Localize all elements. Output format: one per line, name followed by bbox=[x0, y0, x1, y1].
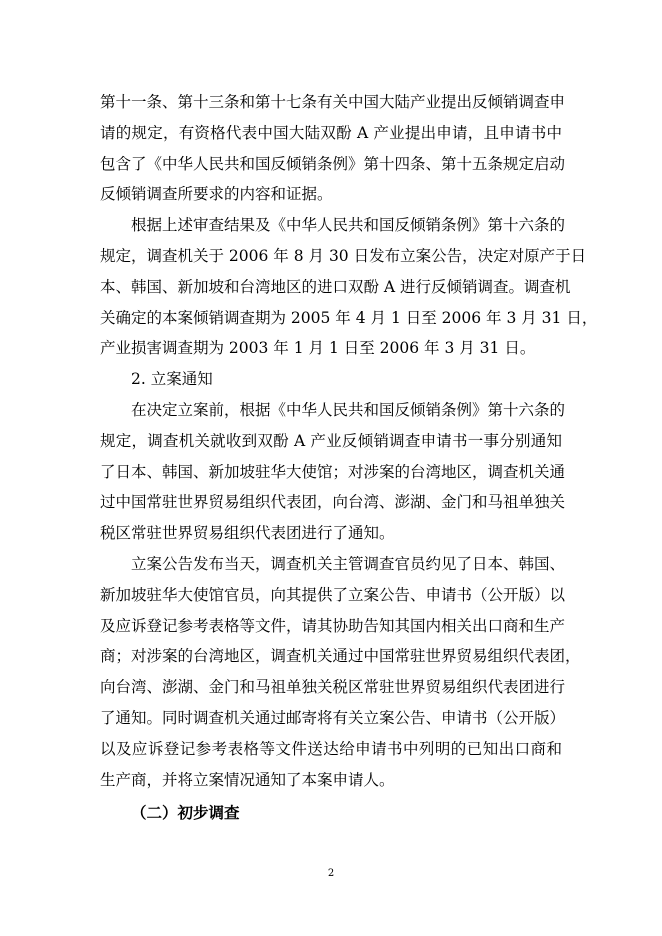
paragraph-line: 以及应诉登记参考表格等文件送达给申请书中列明的已知出口商和 bbox=[100, 739, 562, 758]
paragraph-line: 及应诉登记参考表格等文件，请其协助告知其国内相关出口商和生产 bbox=[100, 616, 566, 635]
paragraph-line: 向台湾、澎湖、金门和马祖单独关税区常驻世界贸易组织代表团进行 bbox=[100, 678, 566, 697]
paragraph-line: 关确定的本案倾销调查期为 2005 年 4 月 1 日至 2006 年 3 月 31 日， bbox=[100, 308, 598, 327]
paragraph-line: 规定，调查机关就收到双酚 A 产业反倾销调查申请书一事分别通知 bbox=[100, 431, 562, 450]
paragraph-line: 了通知。同时调查机关通过邮寄将有关立案公告、申请书（公开版） bbox=[100, 709, 566, 727]
paragraph-line: 税区常驻世界贸易组织代表团进行了通知。 bbox=[100, 524, 395, 543]
paragraph-line: 过中国常驻世界贸易组织代表团，向台湾、澎湖、金门和马祖单独关 bbox=[100, 493, 566, 512]
paragraph-line: 在决定立案前，根据《中华人民共和国反倾销条例》第十六条的 bbox=[131, 401, 566, 419]
paragraph-line: 第十一条、第十三条和第十七条有关中国大陆产业提出反倾销调查申 bbox=[100, 93, 566, 111]
paragraph-line: 产业损害调查期为 2003 年 1 月 1 日至 2006 年 3 月 31 日。 bbox=[100, 339, 536, 358]
paragraph-line: 包含了《中华人民共和国反倾销条例》第十四条、第十五条规定启动 bbox=[100, 154, 566, 173]
paragraph-line: 根据上述审查结果及《中华人民共和国反倾销条例》第十六条的 bbox=[131, 216, 566, 235]
paragraph-line: 新加坡驻华大使馆官员，向其提供了立案公告、申请书（公开版）以 bbox=[100, 585, 566, 604]
paragraph-line: 规定，调查机关于 2006 年 8 月 30 日发布立案公告，决定对原产于日 bbox=[100, 247, 587, 265]
paragraph-line: 请的规定，有资格代表中国大陆双酚 A 产业提出申请，且申请书中 bbox=[100, 123, 562, 142]
paragraph-line: 反倾销调查所要求的内容和证据。 bbox=[100, 185, 333, 204]
paragraph-line: 立案公告发布当天，调查机关主管调查官员约见了日本、韩国、 bbox=[131, 555, 566, 573]
paragraph-line: 了日本、韩国、新加坡驻华大使馆；对涉案的台湾地区，调查机关通 bbox=[100, 462, 566, 481]
paragraph-line: 本、韩国、新加坡和台湾地区的进口双酚 A 进行反倾销调查。调查机 bbox=[100, 277, 571, 296]
page-number: 2 bbox=[327, 868, 335, 879]
paragraph-line: 生产商，并将立案情况通知了本案申请人。 bbox=[100, 770, 395, 789]
subheading: （二）初步调查 bbox=[131, 804, 240, 823]
paragraph-line: 商；对涉案的台湾地区，调查机关通过中国常驻世界贸易组织代表团， bbox=[100, 647, 581, 666]
section-heading: 2. 立案通知 bbox=[131, 370, 213, 389]
